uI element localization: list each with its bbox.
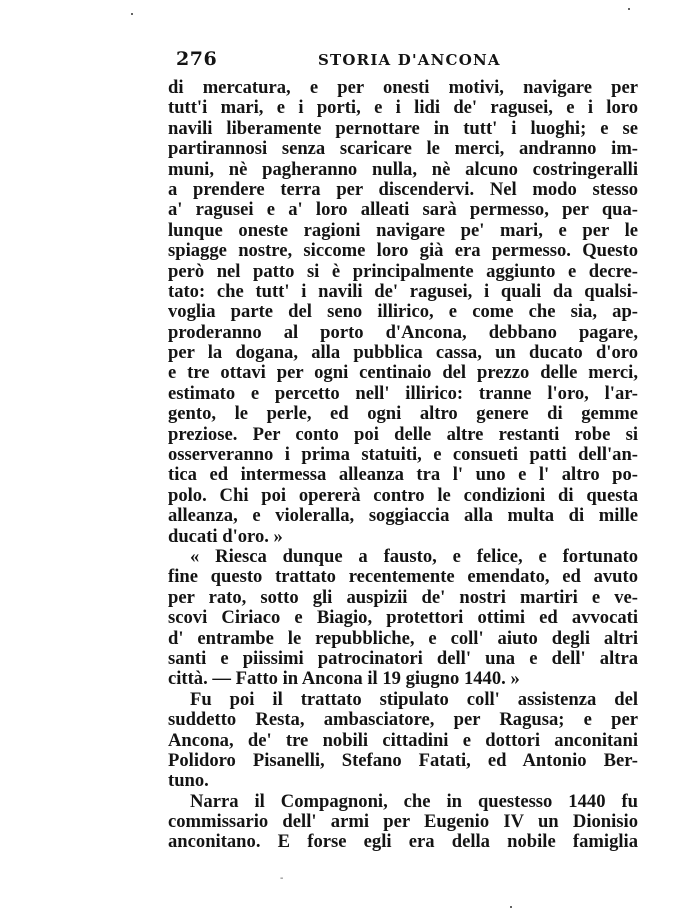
text-line: estimato e percetto nell' illirico: tranne l'oro, l'ar- <box>168 382 638 404</box>
running-title: STORIA D'ANCONA <box>318 51 501 69</box>
text-line: per la dogana, alla pubblica cassa, un ducato d'oro <box>168 342 638 364</box>
text-line: proderanno al porto d'Ancona, debbano pagare, <box>168 321 638 343</box>
text-line: commissario dell' armi per Eugenio IV un Dionisio <box>168 811 638 833</box>
text-line: però nel patto si è principalmente aggiunto e decre- <box>168 260 638 282</box>
running-head <box>168 44 638 74</box>
ink-speck <box>628 8 630 10</box>
text-line: di mercatura, e per onesti motivi, navigare per <box>168 77 638 98</box>
book-page <box>168 44 638 853</box>
text-line: « Riesca dunque a fausto, e felice, e fortunato <box>190 545 638 567</box>
body-text <box>168 78 638 853</box>
text-line: Narra il Compagnoni, che in questesso 1440 fu <box>190 790 638 812</box>
text-line: preziose. Per conto poi delle altre restanti robe si <box>168 423 638 445</box>
text-line: santi e piissimi patrocinatori dell' una e dell' altra <box>168 647 638 669</box>
text-line: Polidoro Pisanelli, Stefano Fatati, ed Antonio Ber- <box>168 749 638 771</box>
text-line: osserveranno i prima statuiti, e consueti patti dell'an- <box>168 444 638 466</box>
text-line: navili liberamente pernottare in tutt' i luoghi; e se <box>168 117 638 139</box>
text-line: tica ed intermessa alleanza tra l' uno e l' altro po- <box>168 464 638 486</box>
text-line: suddetto Resta, ambasciatore, per Ragusa; e per <box>168 709 638 731</box>
text-line: voglia parte del seno illirico, e come che sia, ap- <box>168 301 638 323</box>
text-line: d' entrambe le repubbliche, e coll' aiuto degli altri <box>168 627 638 649</box>
text-line: spiagge nostre, siccome loro già era permesso. Questo <box>168 240 638 262</box>
text-line: partirannosi senza scaricare le merci, andranno im- <box>168 138 638 160</box>
ink-speck <box>510 906 512 908</box>
page-footer-mark: - <box>280 873 284 884</box>
text-line: tutt'i mari, e i porti, e i lidi de' ragusei, e i loro <box>168 97 638 119</box>
text-line: Ancona, de' tre nobili cittadini e dottori anconitani <box>168 729 638 751</box>
text-line: anconitano. E forse egli era della nobile famiglia <box>168 831 638 853</box>
text-line: a prendere terra per discendervi. Nel modo stesso <box>168 178 638 200</box>
text-line: scovi Ciriaco e Biagio, protettori ottimi ed avvocati <box>168 607 638 629</box>
text-line: fine questo trattato recentemente emendato, ed avuto <box>168 566 638 588</box>
text-line: a' ragusei e a' loro alleati sarà permesso, per qua- <box>168 199 638 221</box>
text-line: tuno. <box>168 770 209 792</box>
text-line: ducati d'oro. » <box>168 525 283 547</box>
text-line: città. — Fatto in Ancona il 19 giugno 1440. » <box>168 668 520 690</box>
text-line: muni, nè pagheranno nulla, nè alcuno costringeralli <box>168 158 638 180</box>
ink-speck <box>131 13 133 15</box>
text-line: alleanza, e violeralla, soggiaccia alla multa di mille <box>168 505 638 527</box>
text-line: gento, le perle, ed ogni altro genere di gemme <box>168 403 638 425</box>
text-line: polo. Chi poi opererà contro le condizioni di questa <box>168 484 638 506</box>
text-line: tato: che tutt' i navili de' ragusei, i quali da qualsi- <box>168 280 638 302</box>
text-line: lunque oneste ragioni navigare pe' mari, e per le <box>168 219 638 241</box>
text-line: per rato, sotto gli auspizii de' nostri martiri e ve- <box>168 586 638 608</box>
page-number: 276 <box>176 48 218 70</box>
text-line: e tre ottavi per ogni centinaio del prezzo delle merci, <box>168 362 638 384</box>
text-line: Fu poi il trattato stipulato coll' assistenza del <box>190 688 638 710</box>
